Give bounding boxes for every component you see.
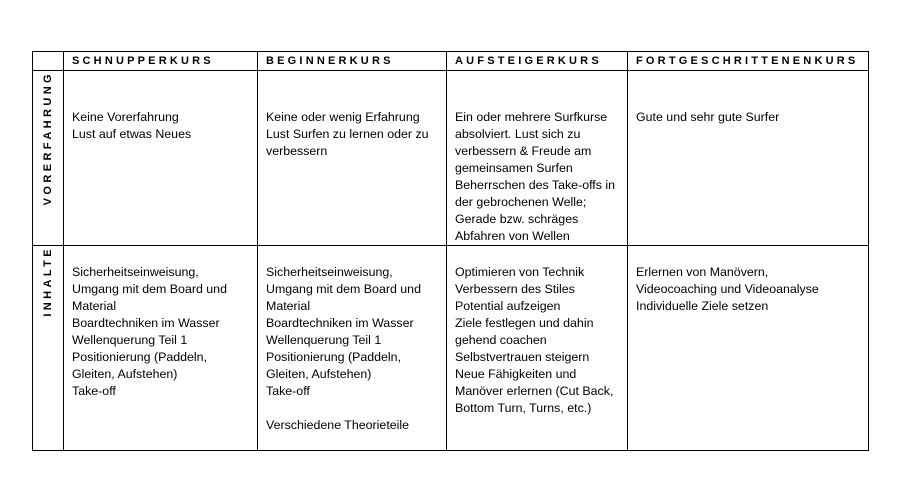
header-row <box>33 52 869 71</box>
text-line: Umgang mit dem Board und <box>72 282 227 296</box>
text-line: Keine oder wenig Erfahrung <box>266 110 420 124</box>
text-line: Beherrschen des Take-offs in <box>455 178 616 192</box>
text-line: Individuelle Ziele setzen <box>636 299 769 313</box>
row-label-inhalte-cell <box>33 246 64 451</box>
text-line: Videocoaching und Videoanalyse <box>636 282 819 296</box>
text-line: der gebrochenen Welle; <box>455 195 587 209</box>
text-line: Bottom Turn, Turns, etc.) <box>455 401 592 415</box>
text-line: Umgang mit dem Board und <box>266 282 421 296</box>
text-line: Manöver erlernen (Cut Back, <box>455 384 614 398</box>
row-label-vorerfahrung: VORERFAHRUNG <box>42 71 54 206</box>
text-line: Positionierung (Paddeln, <box>266 350 402 364</box>
text-line: Optimieren von Technik <box>455 265 585 279</box>
text-line: Gleiten, Aufstehen) <box>72 367 178 381</box>
text-line: Ein oder mehrere Surfkurse <box>455 110 608 124</box>
cell-inhalte-schnupperkurs <box>64 246 258 451</box>
cell-inhalte-aufsteigerkurs <box>447 246 628 451</box>
text-line: Lust Surfen zu lernen oder zu <box>266 127 429 141</box>
course-table <box>32 51 869 451</box>
text-line: Take-off <box>72 384 116 398</box>
header-beginnerkurs: BEGINNERKURS <box>258 52 447 71</box>
inhalte-beginnerkurs-extra: Verschiedene Theorieteile <box>266 418 410 432</box>
text-line: Potential aufzeigen <box>455 299 561 313</box>
text-line: absolviert. Lust sich zu <box>455 127 581 141</box>
header-fortgeschrittenenkurs: FORTGESCHRITTENENKURS <box>628 52 869 71</box>
text-line: Take-off <box>266 384 310 398</box>
text-line: Sicherheitseinweisung, <box>72 265 199 279</box>
header-aufsteigerkurs: AUFSTEIGERKURS <box>447 52 628 71</box>
text-line: gemeinsamen Surfen <box>455 161 573 175</box>
header-schnupperkurs: SCHNUPPERKURS <box>64 52 258 71</box>
cell-inhalte-beginnerkurs <box>258 246 447 451</box>
row-label-vorerfahrung-cell <box>33 71 64 246</box>
text-line: Lust auf etwas Neues <box>72 127 192 141</box>
text-line: verbessern <box>266 144 328 158</box>
text-line: Keine Vorerfahrung <box>72 110 179 124</box>
row-vorerfahrung <box>33 71 869 246</box>
row-label-inhalte: INHALTE <box>42 246 54 317</box>
text-line: Ziele festlegen und dahin <box>455 316 594 330</box>
text-line: Erlernen von Manövern, <box>636 265 769 279</box>
text-line: Wellenquerung Teil 1 <box>72 333 188 347</box>
cell-vorerfahrung-beginnerkurs <box>258 71 447 246</box>
text-line: Gute und sehr gute Surfer <box>636 110 780 124</box>
corner-cell <box>33 52 64 71</box>
text-line: Boardtechniken im Wasser <box>266 316 414 330</box>
cell-vorerfahrung-schnupperkurs <box>64 71 258 246</box>
text-line: Gleiten, Aufstehen) <box>266 367 372 381</box>
text-line: Abfahren von Wellen <box>455 229 570 243</box>
text-line: Verbessern des Stiles <box>455 282 575 296</box>
text-line: Selbstvertrauen steigern <box>455 350 590 364</box>
inhalte-beginnerkurs-lines <box>266 264 446 400</box>
cell-inhalte-fortgeschrittenenkurs <box>628 246 869 451</box>
spacer <box>266 400 446 417</box>
text-line: gehend coachen <box>455 333 547 347</box>
text-line: Gerade bzw. schräges <box>455 212 579 226</box>
text-line: Wellenquerung Teil 1 <box>266 333 382 347</box>
text-line: Neue Fähigkeiten und <box>455 367 577 381</box>
row-inhalte <box>33 246 869 451</box>
text-line: verbessern & Freude am <box>455 144 592 158</box>
text-line: Boardtechniken im Wasser <box>72 316 220 330</box>
cell-vorerfahrung-aufsteigerkurs <box>447 71 628 246</box>
text-line: Positionierung (Paddeln, <box>72 350 208 364</box>
cell-vorerfahrung-fortgeschrittenenkurs <box>628 71 869 246</box>
text-line: Sicherheitseinweisung, <box>266 265 393 279</box>
text-line: Material <box>266 299 311 313</box>
text-line: Material <box>72 299 117 313</box>
